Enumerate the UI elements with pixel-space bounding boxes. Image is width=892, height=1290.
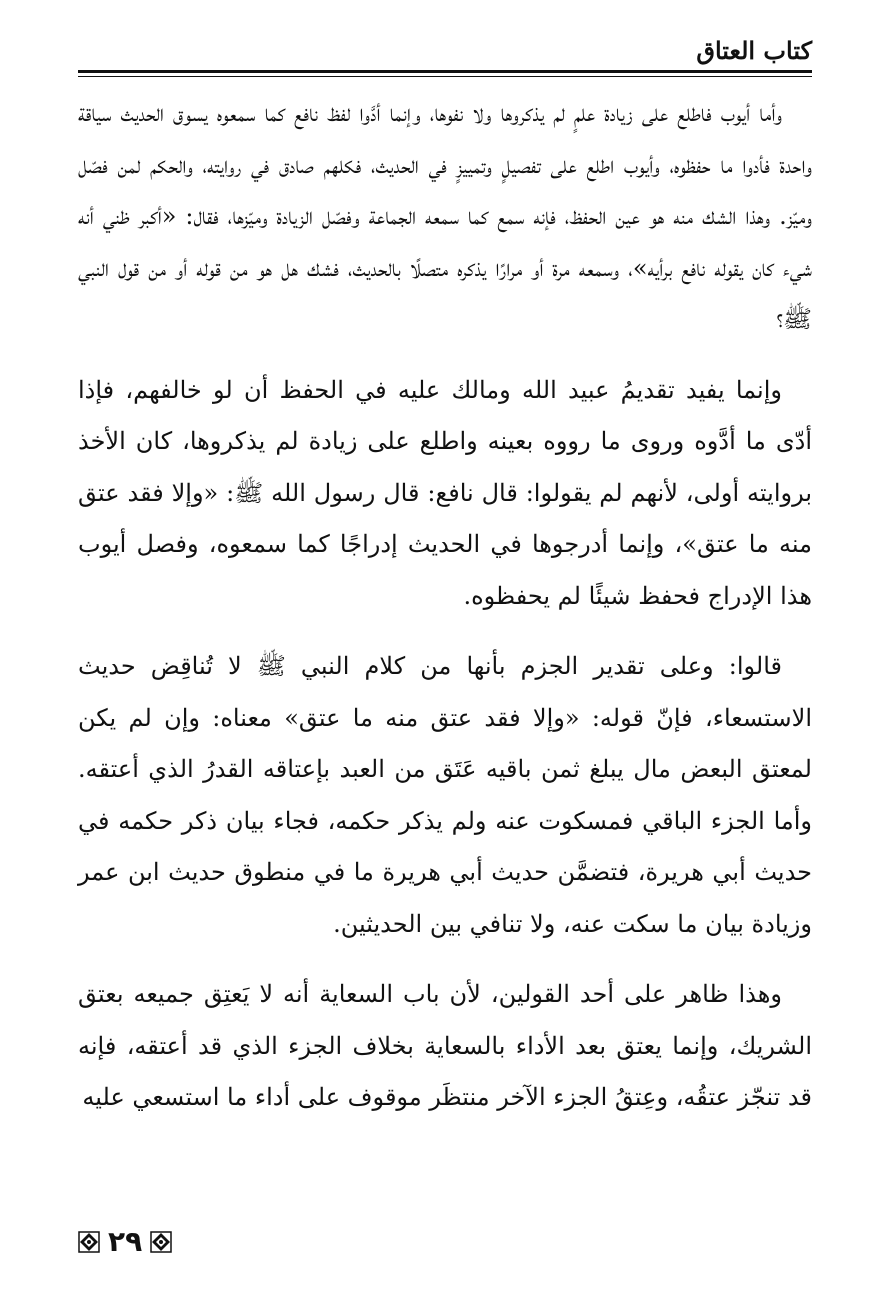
header-rule-thick [78,70,812,73]
paragraph-1: وأما أيوب فاطلع على زيادة علمٍ لم يذكروها ولا نفوها، وإنما أدَّوا لفظ نافع كما سمعوه يسوق الحديث سياقة واحدة فأدوا ما حفظوه، وأيوب اطلع على تفصيلٍ وتمييزٍ في الحديث، فكلهم صادق في روايته، والحكم لمن فصّل وميّز. وهذا الشك منه هو عين الحفظ، فإنه سمع كما سمعه الجماعة وفصّل الزيادة وميّزها، فقال: «أكبر ظني أنه شيء كان يقوله نافع برأيه»، وسمعه مرة أو مرارًا يذكره متصلًا بالحديث، فشك هل هو من قوله أو من قول النبي ﷺ؟ [78,99,812,333]
chapter-title: كتاب العتاق [696,36,812,65]
page-footer [78,1224,172,1260]
diamond-ornament-icon [150,1231,172,1253]
header-rule-thin [78,76,812,77]
diamond-ornament-icon [78,1231,100,1253]
paragraph-4: وهذا ظاهر على أحد القولين، لأن باب السعاية أنه لا يَعتِق جميعه بعتق الشريك، وإنما يعتق بعد الأداء بالسعاية بخلاف الجزء الذي قد أعتقه، فإنه قد تنجّز عتقُه، وعِتقُ الجزء الآخر منتظَر موقوف على أداء ما استسعي عليه [78,980,812,1111]
page-body [78,88,812,1143]
page-number: ٢٩ [108,1225,143,1258]
paragraph-2: وإنما يفيد تقديمُ عبيد الله ومالك عليه في الحفظ أن لو خالفهم، فإذا أدّى ما أدَّوه وروى ما رووه بعينه واطلع على زيادة لم يذكروها، كان الأخذ بروايته أولى، لأنهم لم يقولوا: قال نافع: قال رسول الله ﷺ: «وإلا فقد عتق منه ما عتق»، وإنما أدرجوها في الحديث إدراجًا كما سمعوه، وفصل أيوب هذا الإدراج فحفظ شيئًا لم يحفظوه. [78,375,812,610]
page-header [78,26,812,72]
paragraph-3: قالوا: وعلى تقدير الجزم بأنها من كلام النبي ﷺ لا تُناقِض حديث الاستسعاء، فإنّ قوله: «وإلا فقد عتق منه ما عتق» معناه: وإن لم يكن لمعتق البعض مال يبلغ ثمن باقيه عَتَق من العبد بإعتاقه القدرُ الذي أعتقه. وأما الجزء الباقي فمسكوت عنه ولم يذكر حكمه، فجاء بيان ذكر حكمه في حديث أبي هريرة، فتضمَّن حديث أبي هريرة ما في منطوق حديث ابن عمر وزيادة بيان ما سكت عنه، ولا تنافي بين الحديثين. [78,652,812,938]
